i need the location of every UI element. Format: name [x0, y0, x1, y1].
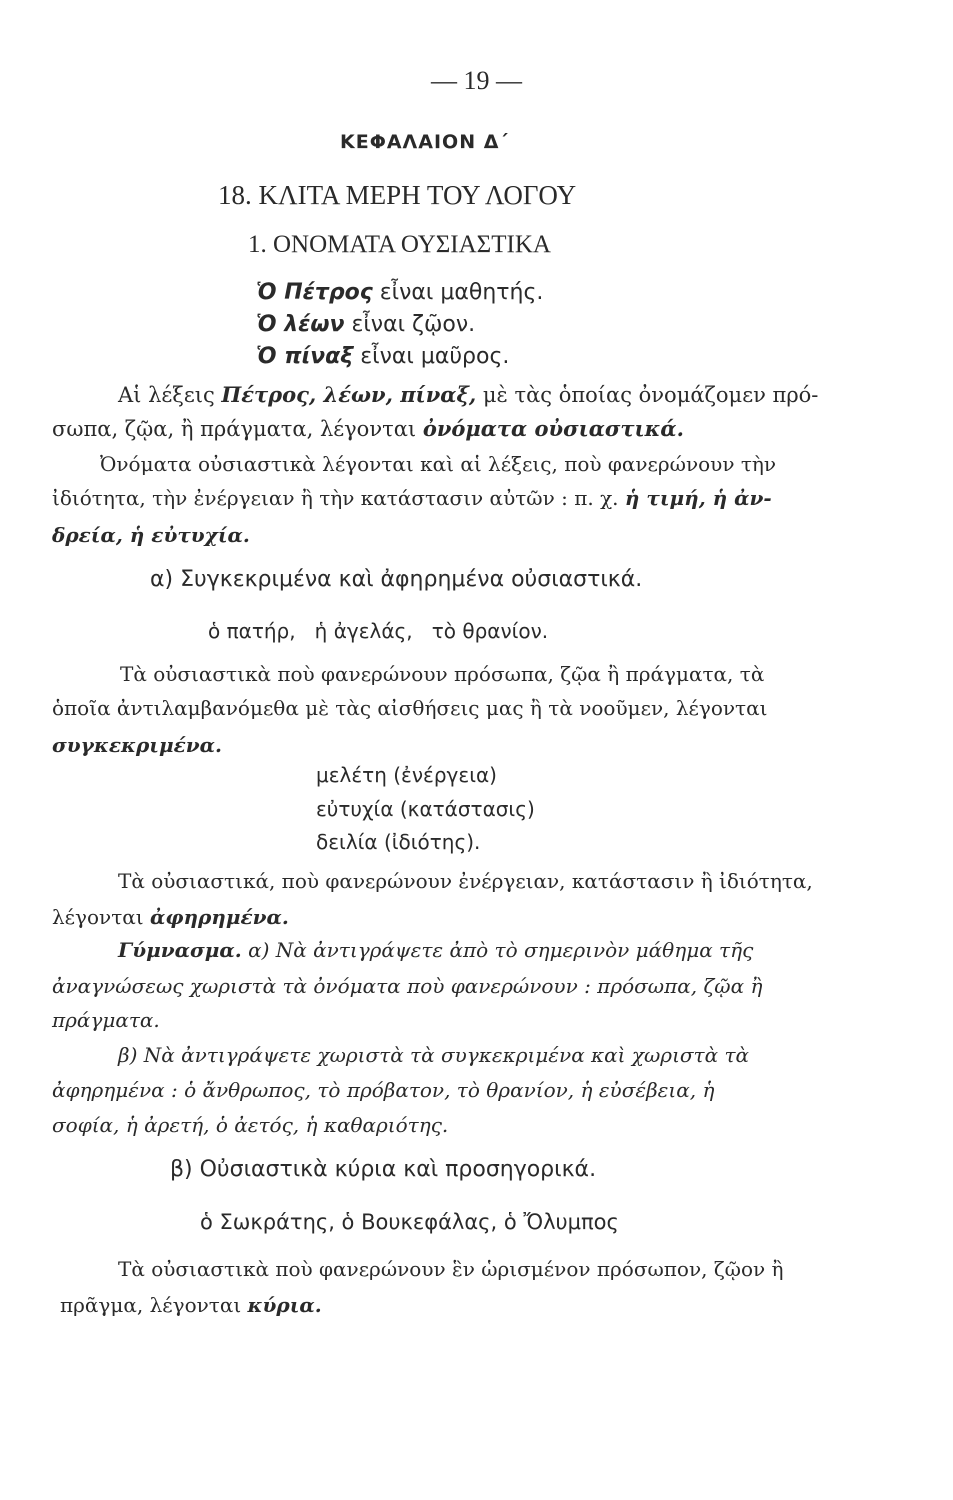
- text-run: λέγονται: [52, 905, 150, 929]
- example-predicate: εἶναι ζῷον.: [344, 312, 476, 337]
- text-run: α) Νὰ ἀντιγράψετε ἀπὸ τὸ σημερινὸν μάθημα τῆς: [241, 938, 754, 962]
- text-run: σωπα, ζῷα, ἢ πράγματα, λέγονται: [52, 417, 423, 441]
- text-run: πρᾶγμα, λέγονται: [60, 1293, 248, 1317]
- example-subject: Ὁ πίναξ: [256, 344, 354, 369]
- text-line: [52, 902, 289, 932]
- text-line: ἀφηρημένα : ὁ ἄνθρωπος, τὸ πρόβατον, τὸ θρανίον, ἡ εὐσέβεια, ἡ: [52, 1078, 715, 1102]
- text-line: β) Νὰ ἀντιγράψετε χωριστὰ τὰ συγκεκριμένα καὶ χωριστὰ τὰ: [118, 1043, 750, 1067]
- example-line: [256, 342, 509, 372]
- emphasis-text: κύρια.: [247, 1293, 322, 1317]
- example-subject: Ὁ λέων: [256, 312, 345, 337]
- text-line: ἀναγνώσεως χωριστὰ τὰ ὀνόματα ποὺ φανερώνουν : πρόσωπα, ζῷα ἢ: [52, 974, 763, 998]
- subheading-a: α) Συγκεκριμένα καὶ ἀφηρημένα οὐσιαστικά.: [150, 567, 643, 592]
- text-run: Αἱ λέξεις: [118, 383, 222, 407]
- text-line: Τὰ οὐσιαστικὰ ποὺ φανερώνουν πρόσωπα, ζῷα ἢ πράγματα, τὰ: [120, 662, 765, 686]
- text-line: Ὀνόματα οὐσιαστικὰ λέγονται καὶ αἱ λέξεις, ποὺ φανερώνουν τὴν: [100, 452, 777, 476]
- emphasis-text: Πέτρος, λέων, πίναξ,: [221, 382, 477, 407]
- example-line: [256, 278, 543, 308]
- emphasis-text: ὀνόματα οὐσιαστικά.: [422, 416, 684, 441]
- abstract-example: μελέτη (ἐνέργεια): [316, 763, 497, 787]
- text-line: συγκεκριμένα.: [52, 733, 222, 757]
- text-line: [52, 414, 684, 444]
- text-line: πράγματα.: [52, 1008, 160, 1032]
- subheading-b: β) Οὐσιαστικὰ κύρια καὶ προσηγορικά.: [170, 1157, 597, 1182]
- text-line: [118, 935, 753, 965]
- abstract-example: εὐτυχία (κατάστασις): [316, 797, 535, 821]
- text-line: [118, 380, 818, 410]
- subsection-title: 1. ΟΝΟΜΑΤΑ ΟΥΣΙΑΣΤΙΚΑ: [248, 231, 551, 258]
- example-predicate: εἶναι μαθητής.: [372, 280, 544, 305]
- text-line: δρεία, ἡ εὐτυχία.: [52, 523, 250, 547]
- text-line: [60, 1290, 322, 1320]
- emphasis-text: ἀφηρημένα.: [149, 905, 289, 929]
- example-subject: Ὁ Πέτρος: [256, 280, 373, 305]
- page-number: — 19 —: [431, 66, 522, 95]
- text-line: Τὰ οὐσιαστικὰ ποὺ φανερώνουν ἓν ὡρισμένον πρόσωπον, ζῷον ἢ: [118, 1257, 784, 1281]
- text-line: Τὰ οὐσιαστικά, ποὺ φανερώνουν ἐνέργειαν, κατάστασιν ἢ ἰδιότητα,: [118, 869, 813, 893]
- examples-b: ὁ Σωκράτης, ὁ Βουκεφάλας, ὁ Ὄλυμπος: [200, 1210, 619, 1234]
- section-title: 18. ΚΛΙΤΑ ΜΕΡΗ ΤΟΥ ΛΟΓΟΥ: [218, 180, 577, 210]
- text-line: [52, 483, 772, 513]
- text-run: μὲ τὰς ὁποίας ὀνομάζομεν πρό-: [476, 383, 819, 407]
- examples-a: ὁ πατήρ, ἡ ἀγελάς, τὸ θρανίον.: [208, 619, 549, 643]
- emphasis-text: ἡ τιμή, ἡ ἀν-: [624, 486, 772, 510]
- text-line: ὁποῖα ἀντιλαμβανόμεθα μὲ τὰς αἰσθήσεις μας ἢ τὰ νοοῦμεν, λέγονται: [52, 696, 768, 720]
- example-line: [256, 310, 475, 340]
- text-line: σοφία, ἡ ἀρετή, ὁ ἀετός, ἡ καθαριότης.: [52, 1113, 449, 1137]
- chapter-heading: ΚΕΦΑΛΑΙΟΝ Δ΄: [340, 131, 509, 153]
- example-predicate: εἶναι μαῦρος.: [353, 344, 510, 369]
- abstract-example: δειλία (ἰδιότης).: [316, 830, 481, 854]
- exercise-label: Γύμνασμα.: [118, 938, 242, 962]
- text-run: ἰδιότητα, τὴν ἐνέργειαν ἢ τὴν κατάστασιν αὐτῶν : π. χ.: [52, 486, 625, 510]
